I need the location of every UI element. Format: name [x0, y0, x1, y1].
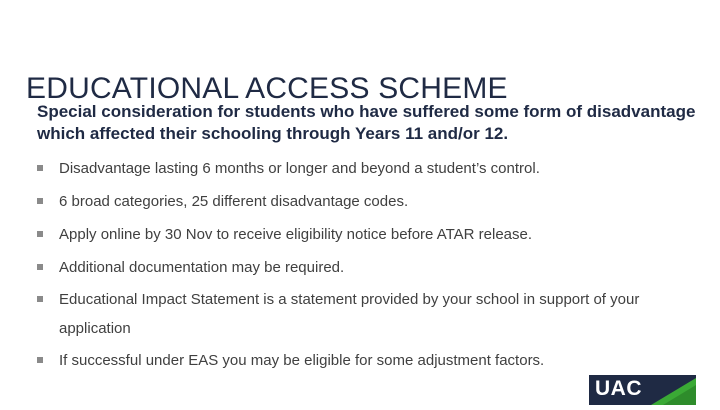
bullet-marker — [37, 264, 43, 270]
bullet-text: 6 broad categories, 25 different disadvantage codes. — [59, 193, 409, 210]
bullet-marker — [37, 198, 43, 204]
bullet-marker — [37, 357, 43, 363]
uac-logo — [589, 375, 696, 405]
bullet-text: Disadvantage lasting 6 months or longer and beyond a student’s control. — [59, 160, 540, 177]
slide-subtitle: Special consideration for students who have suffered some form of disadvantage which affected their schooling through Years 11 and/or 12. — [37, 102, 696, 143]
bullet-marker — [37, 231, 43, 237]
bullet-text: Additional documentation may be required. — [59, 259, 345, 276]
bullet-text: If successful under EAS you may be eligible for some adjustment factors. — [59, 352, 545, 369]
slide-title: EDUCATIONAL ACCESS SCHEME — [26, 72, 508, 106]
bullet-marker — [37, 165, 43, 171]
bullet-text: Apply online by 30 Nov to receive eligibility notice before ATAR release. — [59, 226, 533, 243]
bullet-marker — [37, 296, 43, 302]
uac-logo-text: UAC — [595, 377, 642, 400]
bullet-text: Educational Impact Statement is a statement provided by your school in support of your application — [59, 291, 640, 337]
